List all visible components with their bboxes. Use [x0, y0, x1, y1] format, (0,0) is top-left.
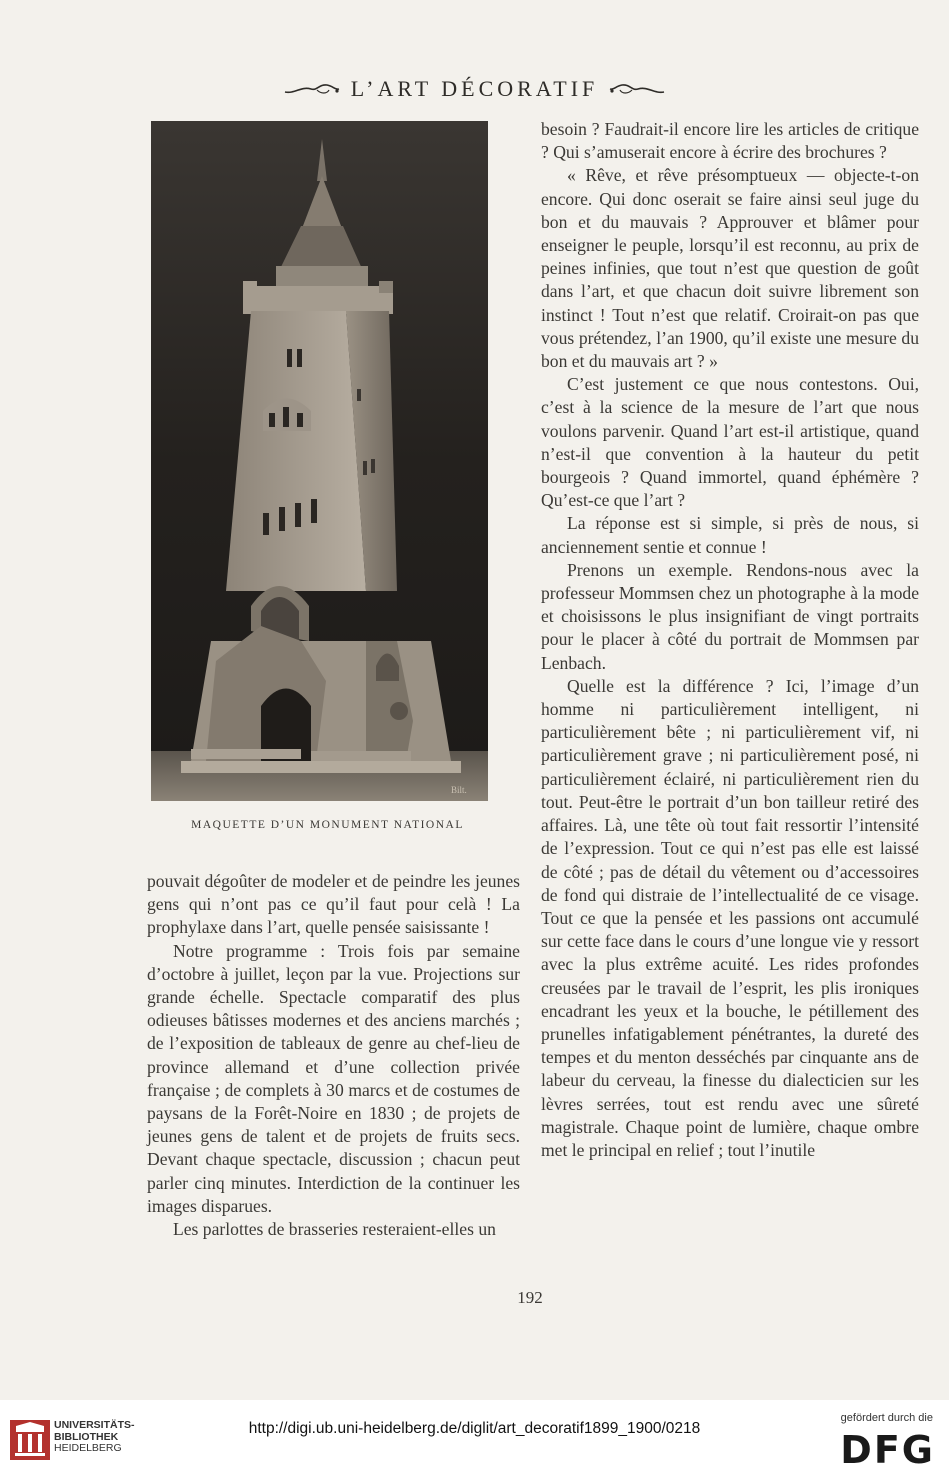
left-text-column — [147, 870, 520, 1241]
paragraph: pouvait dégoûter de modeler et de peindre les jeunes gens qui n’ont pas ce qu’il faut pour celà ! La prophylaxe dans l’art, quelle pensée saisissante ! — [147, 871, 520, 938]
figure-caption: MAQUETTE D’UN MONUMENT NATIONAL — [191, 819, 464, 831]
right-ornament-icon — [608, 80, 666, 98]
digitization-footer — [0, 1400, 949, 1474]
right-text-column — [541, 118, 919, 1162]
tower-maquette-image — [151, 121, 488, 801]
paragraph: Prenons un exemple. Rendons-nous avec la professeur Mommsen chez un photographe à la mode et choisissons le plus insignifiant de vingt portraits pour le placer à côté du portrait de Mommsen par Lenbach. — [541, 559, 919, 673]
institution-line: UNIVERSITÄTS- — [54, 1419, 135, 1431]
paragraph: besoin ? Faudrait-il encore lire les articles de critique ? Qui s’amuserait encore à écrire des brochures ? — [541, 119, 919, 163]
paragraph: La réponse est si simple, si près de nous, si anciennement sentie et connue ! — [541, 513, 919, 557]
paragraph: Notre programme : Trois fois par semaine d’octobre à juillet, leçon par la vue. Projections sur grande échelle. Spectacle comparatif des plus odieuses bâtisses modernes et des anciens marchés ; de l’exposition de tableaux de genre au chef-lieu de province allemand et d’une collection privée française ; de complets à 30 marcs et de costumes de paysans de la Forêt-Noire en 1830 ; de projets de jeunes gens de talent et de projets de fruits secs. Devant chaque spectacle, discussion ; chacun peut parler cinq minutes. Interdiction de la continuer les images disparues. — [147, 940, 520, 1216]
page-number: 192 — [517, 1288, 543, 1307]
institution-line: HEIDELBERG — [54, 1442, 122, 1454]
journal-title: L’ART DÉCORATIF — [350, 76, 599, 101]
paragraph: « Rêve, et rêve présomptueux — objecte-t-on encore. Qui donc oserait se faire ainsi seul juge du bon et du mauvais ? Approuver et blâmer pour enseigner le peuple, lorsqu’il est reconnu, au prix de peines infinies, que tout n’est que question de goût dans l’art, et que chacun doit suivre librement son instinct ! Tout n’est que relatif. Croirait-on pas que vous prétendez, l’an 1900, qu’il existe une mesure du bon et du mauvais art ? » — [541, 165, 919, 372]
permalink-url[interactable]: http://digi.ub.uni-heidelberg.de/diglit/art_decoratif1899_1900/0218 — [248, 1420, 701, 1437]
paragraph: Les parlottes de brasseries resteraient-elles un — [173, 1219, 496, 1240]
svg-text:Bilt.: Bilt. — [451, 785, 467, 795]
left-ornament-icon — [283, 80, 341, 98]
running-header — [0, 76, 949, 102]
paragraph: Quelle est la différence ? Ici, l’image d’un homme ni particulièrement intelligent, ni particulièrement bête ; ni particulièrement vif, ni particulièrement grave ; ni particulièrement posé, ni particulièrement éclairé, ni particulièrement rien du tout. Peut-être le portrait d’un bon tailleur retiré des affaires. Là, une tête où tout fait ressortir l’intensité de l’expression. Tout ce qui n’est pas elle est laissé de côté ; pas de détail du vêtement ou d’accessoires de fond qui distraie de l’intellectualité de ce visage. Tout ce que la pensée et les passions ont accumulé sur cette face dans le cours d’une longue vie y ressort avec la plus extrême acuité. Les rides profondes creusées par le travail de l’esprit, les plis ironiques encadrant les yeux et la bouche, le pétillement des prunelles infatigablement pénétrantes, la dureté des tempes et du menton desséchés par cinquante ans de labeur du cerveau, la finesse du dialecticien sur les lèvres serrées, tout est rendu avec une sûreté magistrale. Chaque point de lumière, chaque ombre met le principal en relief ; tout l’inutile — [541, 675, 919, 1160]
funded-by-label: gefördert durch die — [840, 1412, 933, 1424]
paragraph: C’est justement ce que nous contestons. Oui, c’est à la science de la mesure de l’art que nous voulons parvenir. Quand l’art est-il artistique, quand n’est-il que convention à la hauteur du petit bourgeois ? Quand immortel, quand éphémère ? Qu’est-ce que l’art ? — [541, 374, 919, 511]
monument-photograph — [151, 121, 488, 801]
institution-line: BIBLIOTHEK — [54, 1430, 119, 1443]
dfg-logo: DFG — [840, 1428, 935, 1472]
